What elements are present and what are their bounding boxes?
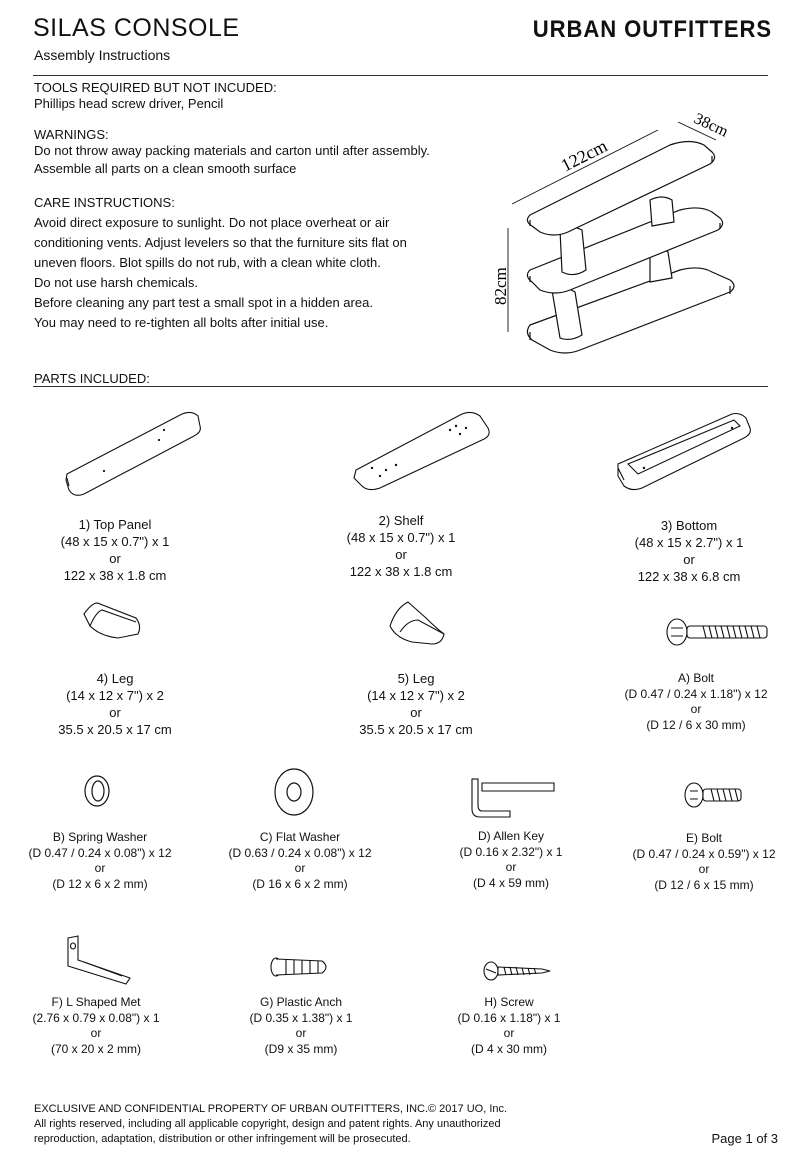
part-imperial: (2.76 x 0.79 x 0.08") x 1: [32, 1010, 160, 1025]
part-metric: (D 4 x 30 mm): [470, 1041, 547, 1056]
part-allen-key: [416, 829, 606, 891]
part-leg-4: [20, 670, 210, 738]
part-imperial: (14 x 12 x 7") x 2: [367, 688, 465, 703]
part-or: or: [295, 1026, 307, 1040]
legal-footer: [34, 1102, 507, 1147]
part-name: A) Bolt: [677, 671, 714, 685]
part-spring-washer: [2, 830, 198, 892]
shelf-icon: [352, 410, 494, 500]
part-or: or: [109, 551, 121, 566]
part-name: D) Allen Key: [477, 829, 545, 843]
part-or: or: [94, 861, 106, 875]
warnings-text: [34, 142, 430, 178]
part-plastic-anchor: [206, 995, 396, 1057]
part-bolt-a: [596, 671, 796, 733]
leg-icon: [386, 598, 450, 648]
part-or: or: [90, 1026, 102, 1040]
part-metric: 122 x 38 x 1.8 cm: [349, 564, 453, 579]
part-top-panel: [20, 516, 210, 584]
care-line: Avoid direct exposure to sunlight. Do not place overheat or air: [34, 215, 390, 230]
part-name: 1) Top Panel: [78, 517, 152, 532]
bolt-icon: [663, 618, 773, 648]
part-or: or: [505, 860, 517, 874]
care-text: [34, 213, 407, 333]
part-name: F) L Shaped Met: [51, 995, 141, 1009]
l-bracket-icon: [64, 934, 138, 986]
part-or: or: [395, 547, 407, 562]
tools-heading: TOOLS REQUIRED BUT NOT INCUDED:: [34, 80, 277, 95]
header-divider: [33, 75, 768, 76]
parts-divider: [33, 386, 768, 387]
allen-key-icon: [466, 775, 562, 823]
footer-line: All rights reserved, including all applicable copyright, design and patent rights. Any unauthorized: [34, 1118, 501, 1130]
part-metric: 35.5 x 20.5 x 17 cm: [359, 722, 473, 737]
part-metric: 122 x 38 x 6.8 cm: [637, 569, 741, 584]
flat-washer-icon: [272, 767, 316, 817]
part-imperial: (48 x 15 x 2.7") x 1: [634, 535, 744, 550]
part-metric: (D 4 x 59 mm): [472, 875, 549, 890]
part-or: or: [698, 862, 710, 876]
part-or: or: [294, 861, 306, 875]
part-metric: (D 16 x 6 x 2 mm): [252, 876, 348, 891]
part-bolt-e: [604, 831, 804, 893]
part-name: E) Bolt: [685, 831, 722, 845]
part-metric: (70 x 20 x 2 mm): [50, 1041, 142, 1056]
part-bottom: [594, 517, 784, 585]
document-subtitle: Assembly Instructions: [34, 47, 171, 63]
part-imperial: (14 x 12 x 7") x 2: [66, 688, 164, 703]
care-line: Before cleaning any part test a small spot in a hidden area.: [34, 295, 373, 310]
part-imperial: (D 0.47 / 0.24 x 0.08") x 12: [28, 845, 172, 860]
top-panel-icon: [64, 408, 204, 498]
part-metric: (D 12 / 6 x 30 mm): [646, 717, 746, 732]
part-name: 4) Leg: [96, 671, 134, 686]
parts-heading: PARTS INCLUDED:: [34, 371, 150, 386]
part-or: or: [410, 705, 422, 720]
part-imperial: (D 0.16 x 1.18") x 1: [457, 1010, 561, 1025]
part-imperial: (D 0.35 x 1.38") x 1: [249, 1010, 353, 1025]
part-metric: (D9 x 35 mm): [264, 1041, 338, 1056]
short-bolt-icon: [683, 781, 747, 811]
bottom-icon: [614, 410, 754, 494]
screw-icon: [482, 960, 554, 982]
part-leg-5: [321, 670, 511, 738]
part-metric: (D 12 / 6 x 15 mm): [654, 877, 754, 892]
warnings-heading: WARNINGS:: [34, 127, 109, 142]
width-dimension: 122cm: [557, 135, 611, 176]
part-name: C) Flat Washer: [259, 830, 341, 844]
part-imperial: (D 0.47 / 0.24 x 0.59") x 12: [632, 846, 776, 861]
depth-dimension: 38cm: [691, 110, 731, 141]
part-name: 2) Shelf: [378, 513, 424, 528]
leg-icon: [80, 598, 150, 642]
part-flat-washer: [202, 830, 398, 892]
care-line: conditioning vents. Adjust levelers so that the furniture sits flat on: [34, 235, 407, 250]
care-heading: CARE INSTRUCTIONS:: [34, 195, 175, 210]
plastic-anchor-icon: [268, 955, 332, 981]
part-shelf: [306, 512, 496, 580]
care-line: Do not use harsh chemicals.: [34, 275, 199, 290]
part-screw: [414, 995, 604, 1057]
part-or: or: [109, 705, 121, 720]
spring-washer-icon: [82, 773, 112, 809]
part-name: H) Screw: [484, 995, 534, 1009]
warning-line: Assemble all parts on a clean smooth surface: [34, 161, 297, 176]
part-imperial: (48 x 15 x 0.7") x 1: [346, 530, 456, 545]
part-imperial: (D 0.16 x 2.32") x 1: [459, 844, 563, 859]
tools-text: Phillips head screw driver, Pencil: [34, 96, 224, 111]
console-assembled-drawing: [490, 110, 750, 360]
part-metric: 122 x 38 x 1.8 cm: [63, 568, 167, 583]
brand-logo: URBAN OUTFITTERS: [532, 16, 772, 43]
document-title: SILAS CONSOLE: [33, 14, 240, 42]
footer-line: reproduction, adaptation, distribution or other infringement will be prosecuted.: [34, 1133, 411, 1145]
part-or: or: [503, 1026, 515, 1040]
part-name: B) Spring Washer: [52, 830, 148, 844]
care-line: uneven floors. Blot spills do not rub, with a clean white cloth.: [34, 255, 381, 270]
part-metric: (D 12 x 6 x 2 mm): [52, 876, 148, 891]
part-or: or: [683, 552, 695, 567]
part-l-bracket: [0, 995, 194, 1057]
height-dimension: 82cm: [491, 267, 510, 305]
part-name: G) Plastic Anch: [259, 995, 343, 1009]
care-line: You may need to re-tighten all bolts after initial use.: [34, 315, 329, 330]
footer-line: EXCLUSIVE AND CONFIDENTIAL PROPERTY OF URBAN OUTFITTERS, INC.© 2017 UO, Inc.: [34, 1103, 508, 1115]
part-name: 3) Bottom: [660, 518, 718, 533]
part-imperial: (D 0.63 / 0.24 x 0.08") x 12: [228, 845, 372, 860]
part-or: or: [690, 702, 702, 716]
part-imperial: (D 0.47 / 0.24 x 1.18") x 12: [624, 686, 768, 701]
warning-line: Do not throw away packing materials and carton until after assembly.: [34, 143, 430, 158]
part-metric: 35.5 x 20.5 x 17 cm: [58, 722, 172, 737]
page-number: Page 1 of 3: [711, 1131, 778, 1146]
part-name: 5) Leg: [397, 671, 435, 686]
part-imperial: (48 x 15 x 0.7") x 1: [60, 534, 170, 549]
